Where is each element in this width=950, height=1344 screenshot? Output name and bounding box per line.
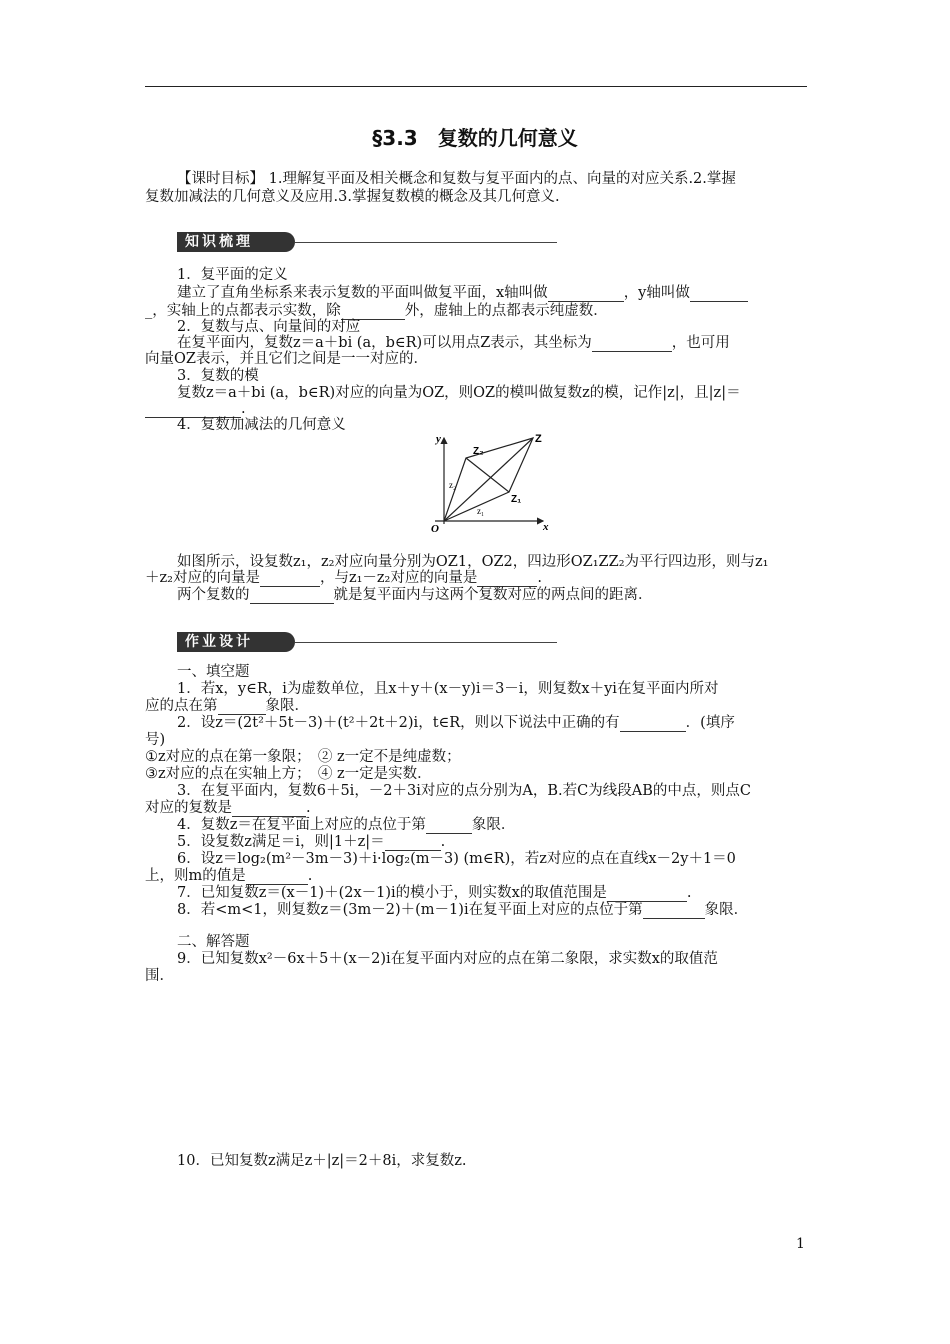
section-rule [295,642,557,643]
question-text: 1．若x，y∈R，i为虚数单位，且x＋y＋(x－y)i＝3－i，则复数x＋yi在复平面内所对 [177,681,719,697]
page-number: 1 [796,1236,805,1252]
question-text: 8．若<m<1，则复数z＝(3m－2)＋(m－1)i在复平面上对应的点位于第 象限． [177,902,749,918]
fill-blank [246,870,308,885]
question-text: 应的点在第 象限． [145,698,309,714]
part-heading: 一、填空题 [177,664,250,680]
section-label: 作业设计 [177,632,295,652]
knowledge-text: _，实轴上的点都表示实数，除 外，虚轴上的点都表示纯虚数． [145,303,608,319]
fill-blank [607,887,687,902]
point-z-label: Z [535,433,542,445]
knowledge-text: 两个复数的 就是复平面内与这两个复数对应的两点间的距离． [177,587,653,603]
fill-blank [426,819,472,834]
knowledge-text: . [145,400,807,418]
knowledge-heading-1: 1．复平面的定义 [177,267,288,283]
question-text: 6．设z＝log₂(m²－3m－3)＋i·log₂(m－3) (m∈R)，若z对应的点在直线x－2y＋1＝0 [177,851,736,867]
question-text: 4．复数z＝在复平面上对应的点位于第 象限． [177,817,516,833]
knowledge-text: ＋z₂对应的向量是 ，与z₁－z₂对应的向量是 . [145,570,542,586]
question-text: 2．设z＝(2t²＋5t－3)＋(t²＋2t＋2)i，t∈R，则以下说法中正确的有 ．(填序 [177,715,735,731]
question-text: ③z对应的点在实轴上方； ④ z一定是实数． [145,766,432,782]
knowledge-heading-4: 4．复数加减法的几何意义 [177,417,346,433]
question-text: 号) [145,732,166,748]
y-axis-label: y [436,433,441,445]
question-text: 对应的复数是 . [145,800,311,816]
knowledge-text: 建立了直角坐标系来表示复数的平面叫做复平面，x轴叫做 ，y轴叫做 [177,284,807,302]
question-text: 上，则m的值是 . [145,868,313,884]
fill-blank [620,717,686,732]
knowledge-text: 复数z＝a＋bi (a，b∈R)对应的向量为OZ，则OZ的模叫做复数z的模，记作|z|，且|z|＝ [177,385,741,401]
fill-blank [232,802,306,817]
question-text: 9．已知复数x²－6x＋5＋(x－2)i在复平面内对应的点在第二象限，求实数x的取值范 [177,951,718,967]
knowledge-text: 在复平面内，复数z＝a＋bi (a，b∈R)可以用点Z表示，其坐标为 ，也可用 [177,335,730,351]
origin-label: O [431,523,439,535]
fill-blank [218,700,266,715]
diagonal-sum [444,438,533,521]
part-heading: 二、解答题 [177,934,250,950]
knowledge-text: 如图所示，设复数z₁，z₂对应向量分别为OZ1，OZ2，四边形OZ₁ZZ₂为平行四边形，则与z₁ [177,554,769,570]
objectives-line-2: 复数加减法的几何意义及应用.3.掌握复数模的概念及其几何意义. [145,189,560,205]
section-label: 知识梳理 [177,232,295,252]
fill-blank [548,287,624,302]
point-z2-label: Z₂ [473,446,484,457]
page-title: §3.3 复数的几何意义 [372,126,578,150]
header-rule [145,86,807,87]
diagonal-diff [466,458,509,492]
knowledge-heading-2: 2．复数与点、向量间的对应 [177,319,361,335]
fill-blank [643,904,705,919]
fill-blank [260,572,320,587]
point-z1-label: Z₁ [511,494,522,505]
knowledge-text: 向量OZ表示，并且它们之间是一一对应的． [145,351,428,367]
fill-blank [690,287,748,302]
question-text: 10．已知复数z满足z＋|z|＝2＋8i，求复数z. [177,1153,467,1169]
vector-z1-label: z₁ [477,506,485,516]
section-rule [295,242,557,243]
knowledge-heading-3: 3．复数的模 [177,368,259,384]
vector-z2-label: z₂ [449,480,457,490]
question-text: 5．设复数z满足＝i，则|1＋z|＝ . [177,834,446,850]
parallelogram-figure [425,428,560,550]
question-text: ①z对应的点在第一象限； ② z一定不是纯虚数； [145,749,461,765]
question-text: 围． [145,968,174,984]
fill-blank [477,572,537,587]
question-text: 3．在复平面内，复数6＋5i，－2＋3i对应的点分别为A，B.若C为线段AB的中点，则点C [177,783,751,799]
question-text: 7．已知复数z＝(x－1)＋(2x－1)i的模小于，则实数x的取值范围是 . [177,885,692,901]
objectives-line-1: 【课时目标】 1.理解复平面及相关概念和复数与复平面内的点、向量的对应关系.2.掌握 [177,171,736,187]
fill-blank [385,836,441,851]
fill-blank [250,589,334,604]
x-axis-label: x [543,521,549,533]
